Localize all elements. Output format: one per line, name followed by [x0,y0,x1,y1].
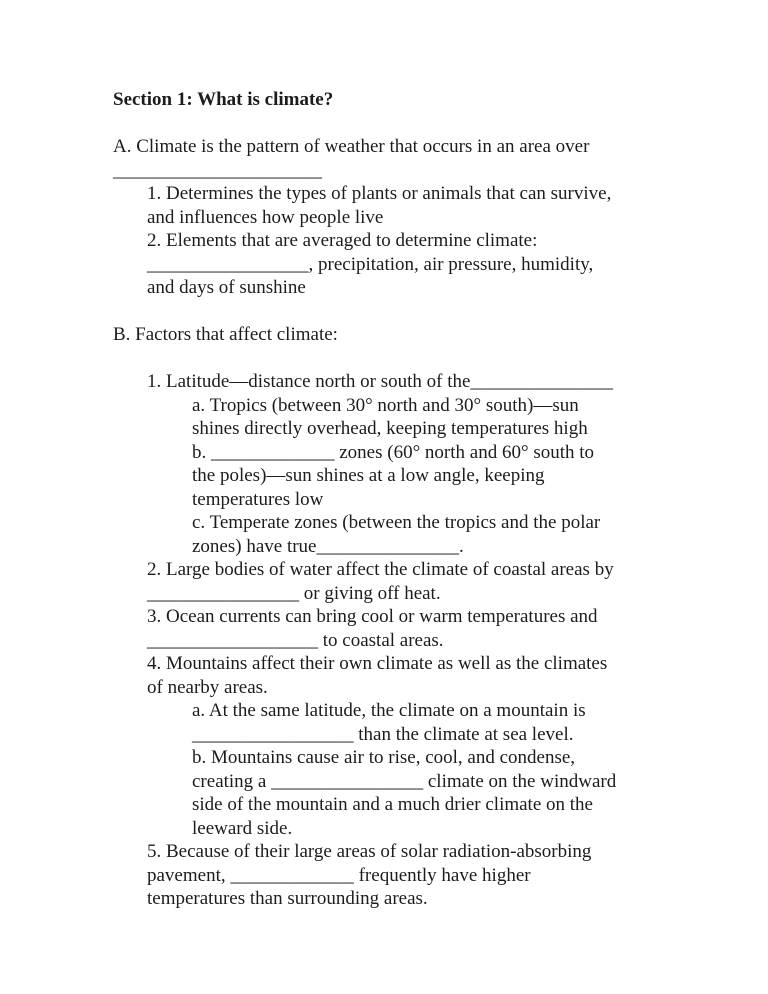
document-line [113,746,738,770]
fill-in-blank-line [113,629,738,653]
line-text: 2. Elements that are averaged to determine climate: [147,230,538,251]
line-text: leeward side. [192,817,293,839]
line-text: temperatures low [192,488,324,510]
document-line [113,206,738,230]
document-line [113,840,738,864]
fill-in-blank-line [113,864,738,888]
document-line [113,394,738,418]
fill-in-blank-line [113,370,738,394]
document-line [113,887,738,911]
document-line [113,793,738,817]
blank-line [113,347,738,371]
blank-line [113,300,738,324]
fill-in-blank-line [113,582,738,606]
line-text: 5. Because of their large areas of solar radiation-absorbing [147,841,592,862]
fill-in-blank-line [113,770,738,794]
line-text: B. Factors that affect climate: [113,324,338,345]
line-text: zones) have true_______________. [192,535,464,557]
fill-in-blank-line [113,535,738,559]
document-line [113,817,738,841]
blank-line [113,112,738,136]
line-text: temperatures than surrounding areas. [147,888,428,909]
line-text: ______________________ [113,159,322,181]
line-text: 4. Mountains affect their own climate as well as the climates [147,653,608,674]
line-text: the poles)—sun shines at a low angle, keeping [192,465,545,486]
line-text: shines directly overhead, keeping temperatures high [192,418,588,439]
document-line [113,464,738,488]
line-text: A. Climate is the pattern of weather that occurs in an area over [113,136,590,157]
line-text: 2. Large bodies of water affect the climate of coastal areas by [147,559,614,580]
line-text: side of the mountain and a much drier climate on the [192,794,593,815]
line-text: pavement, _____________ frequently have higher [147,864,531,886]
document-line [113,276,738,300]
document-line [113,511,738,535]
line-text: b. Mountains cause air to rise, cool, and condense, [192,747,576,768]
line-text: Section 1: What is climate? [113,89,334,110]
fill-in-blank-line [113,441,738,465]
line-text: of nearby areas. [147,676,268,698]
document-line [113,652,738,676]
document-line [113,605,738,629]
line-text: __________________ to coastal areas. [147,629,444,651]
line-text: creating a ________________ climate on the windward [192,770,617,792]
line-text: 3. Ocean currents can bring cool or warm temperatures and [147,606,598,627]
line-text: _________________ than the climate at sea level. [192,723,574,745]
line-text: 1. Latitude—distance north or south of the_______________ [147,371,613,392]
line-text: c. Temperate zones (between the tropics and the polar [192,512,601,533]
document-line [113,182,738,206]
line-text: and influences how people live [147,206,384,228]
document-body [113,88,738,911]
line-text: ________________ or giving off heat. [147,582,441,604]
line-text: b. _____________ zones (60° north and 60° south to [192,441,595,463]
line-text: 1. Determines the types of plants or animals that can survive, [147,183,612,204]
document-line [113,323,738,347]
document-line [113,558,738,582]
document-line [113,417,738,441]
document-line [113,676,738,700]
fill-in-blank-line [113,253,738,277]
section-heading [113,88,738,112]
fill-in-blank-line [113,723,738,747]
line-text: _________________, precipitation, air pressure, humidity, [147,253,594,275]
line-text: a. Tropics (between 30° north and 30° south)—sun [192,394,579,416]
line-text: and days of sunshine [147,277,306,298]
document-line [113,699,738,723]
document-line [113,488,738,512]
line-text: a. At the same latitude, the climate on a mountain is [192,700,586,721]
fill-in-blank-line [113,159,738,183]
document-line [113,135,738,159]
document-line [113,229,738,253]
